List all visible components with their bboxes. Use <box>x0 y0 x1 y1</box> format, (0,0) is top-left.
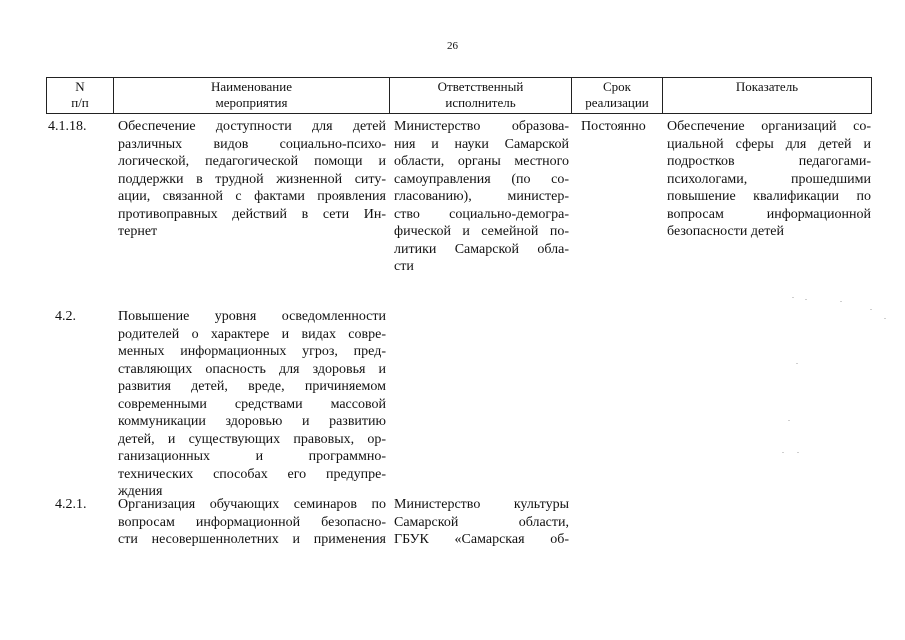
text-line: сти <box>394 259 414 274</box>
text-line: циальной сферы для детей и <box>667 136 871 152</box>
text-line: ГБУК «Самарская об- <box>394 532 569 547</box>
row-name <box>118 496 386 549</box>
row-executor <box>394 496 569 549</box>
text-line: современными средствами массовой <box>118 396 386 412</box>
text-line: ставляющих опасность для здоровья и <box>118 361 386 377</box>
text-line: детей, и существующих правовых, ор- <box>118 431 386 447</box>
text-line: противоправных действий в сети Ин- <box>118 206 386 222</box>
header-indicator <box>663 79 871 95</box>
header-executor <box>390 79 571 111</box>
text-line: ждения <box>118 484 163 499</box>
header-number <box>47 79 113 111</box>
text-line: Министерство образова- <box>394 119 569 134</box>
header-name <box>114 79 389 111</box>
header-term <box>572 79 662 111</box>
text-line: вопросам информационной безопасно- <box>118 514 386 530</box>
header-line: Наименование <box>211 79 292 94</box>
row-executor <box>394 118 569 276</box>
text-line: психологами, прошедшими <box>667 171 871 187</box>
row-name <box>118 118 386 241</box>
text-line: фической и семейной по- <box>394 224 569 239</box>
header-line: реализации <box>585 95 649 110</box>
text-line: тернет <box>118 224 158 239</box>
text-line: ации, связанной с фактами проявления <box>118 189 386 204</box>
text-line: повышение квалификации по <box>667 189 871 204</box>
text-line: Обеспечение доступности для детей <box>118 119 386 134</box>
text-line: Министерство культуры <box>394 497 569 512</box>
text-line: поддержки в трудной жизненной ситу- <box>118 171 386 187</box>
text-line: ганизационных и программно- <box>118 449 386 464</box>
text-line: технических способах его предупре- <box>118 466 386 482</box>
text-line: Организация обучающих семинаров по <box>118 497 386 512</box>
text-line: самоуправления (по со- <box>394 171 569 187</box>
header-line: Срок <box>603 79 631 94</box>
text-line: развития детей, вреде, причиняемом <box>118 379 386 394</box>
text-line: менных информационных угроз, пред- <box>118 344 386 359</box>
text-line: подростков педагогами- <box>667 154 871 169</box>
text-line: литики Самарской обла- <box>394 241 569 257</box>
header-line: N <box>75 79 85 94</box>
header-line: мероприятия <box>215 95 288 110</box>
text-line: гласованию), министер- <box>394 189 569 204</box>
text-line: логической, педагогической помощи и <box>118 154 386 169</box>
header-line: исполнитель <box>445 95 516 110</box>
row-indicator <box>667 118 871 241</box>
row-term: Постоянно <box>581 119 646 134</box>
text-line: различных видов социально-психо- <box>118 136 386 152</box>
row-name <box>118 308 386 501</box>
page-number: 26 <box>447 40 458 52</box>
header-line: Показатель <box>735 79 799 94</box>
text-line: области, органы местного <box>394 154 569 169</box>
row-number: 4.1.18. <box>48 119 87 134</box>
text-line: вопросам информационной <box>667 206 871 222</box>
text-line: ство социально-демогра- <box>394 206 569 222</box>
text-line: ния и науки Самарской <box>394 136 569 152</box>
text-line: Обеспечение организаций со- <box>667 119 871 134</box>
text-line: сти несовершеннолетних и применения <box>118 532 386 547</box>
row-number: 4.2. <box>55 309 76 324</box>
text-line: Повышение уровня осведомленности <box>118 309 386 324</box>
text-line: безопасности детей <box>667 224 785 239</box>
header-line: п/п <box>71 95 89 110</box>
header-line: Ответственный <box>437 79 524 94</box>
text-line: Самарской области, <box>394 514 569 530</box>
text-line: родителей о характере и видах совре- <box>118 326 386 342</box>
row-number: 4.2.1. <box>55 497 87 512</box>
text-line: коммуникации здоровью и развитию <box>118 414 386 429</box>
